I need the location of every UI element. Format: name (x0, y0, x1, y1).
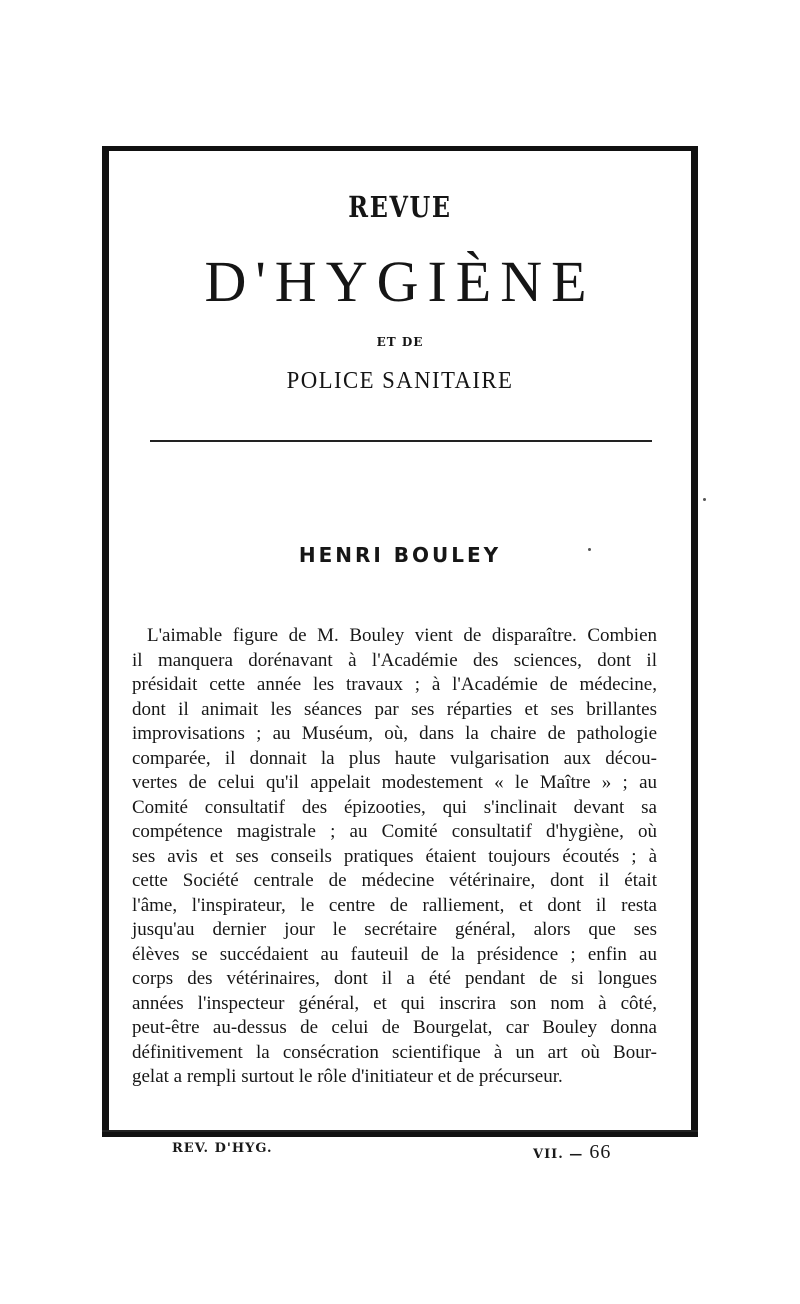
article-line: Comité consultatif des épizooties, qui s'inclinait devant sa (132, 796, 657, 818)
article-line: corps des vétérinaires, dont il a été pendant de si longues (132, 968, 657, 989)
journal-title-police-sanitaire: POLICE SANITAIRE (286, 368, 514, 394)
print-speck (703, 498, 706, 501)
article-line: gelat a rempli surtout le rôle d'initiateur et de précurseur. (132, 1066, 563, 1087)
article-line: compétence magistrale ; au Comité consultatif d'hygiène, où (132, 821, 657, 842)
footer-journal-abbrev: REV. D'HYG. (172, 1141, 273, 1156)
article-line: il manquera dorénavant à l'Académie des sciences, dont il (132, 649, 657, 671)
article-line: dont il animait les séances par ses réparties et ses brillantes (132, 698, 657, 720)
article-line: ses avis et ses conseils pratiques étaient toujours écoutés ; à (132, 845, 657, 867)
print-speck (588, 548, 591, 551)
article-line: l'âme, l'inspirateur, le centre de ralliement, et dont il resta (132, 894, 657, 916)
article-line: présidait cette année les travaux ; à l'Académie de médecine, (132, 674, 657, 695)
journal-title-et-de: ET DE (376, 335, 424, 349)
journal-title-hygiene: D'HYGIÈNE (204, 249, 596, 314)
title-divider-rule (150, 440, 652, 442)
footer-page-number: 66 (589, 1141, 612, 1163)
footer-page-ref (533, 1141, 611, 1164)
article-line: élèves se succédaient au fauteuil de la présidence ; enfin au (132, 943, 657, 965)
article-line: peut-être au-dessus de celui de Bourgelat, car Bouley donna (132, 1017, 657, 1038)
article-body (132, 624, 657, 1090)
journal-title-revue: REVUE (348, 190, 452, 224)
footer-volume: VII. — (533, 1147, 584, 1162)
frame-bottom-rule (102, 1130, 698, 1132)
article-title: HENRI BOULEY (298, 543, 502, 567)
article-line: jusqu'au dernier jour le secrétaire général, alors que ses (132, 919, 657, 940)
article-line: improvisations ; au Muséum, où, dans la chaire de pathologie (132, 723, 657, 744)
article-line: cette Société centrale de médecine vétérinaire, dont il était (132, 870, 657, 891)
article-line: définitivement la consécration scientifique à un art où Bour- (132, 1041, 657, 1063)
article-line: L'aimable figure de M. Bouley vient de disparaître. Combien (147, 625, 657, 646)
article-line: années l'inspecteur général, et qui inscrira son nom à côté, (132, 992, 657, 1014)
article-line: vertes de celui qu'il appelait modestement « le Maître » ; au (132, 772, 657, 793)
article-line: comparée, il donnait la plus haute vulgarisation aux décou- (132, 747, 657, 769)
